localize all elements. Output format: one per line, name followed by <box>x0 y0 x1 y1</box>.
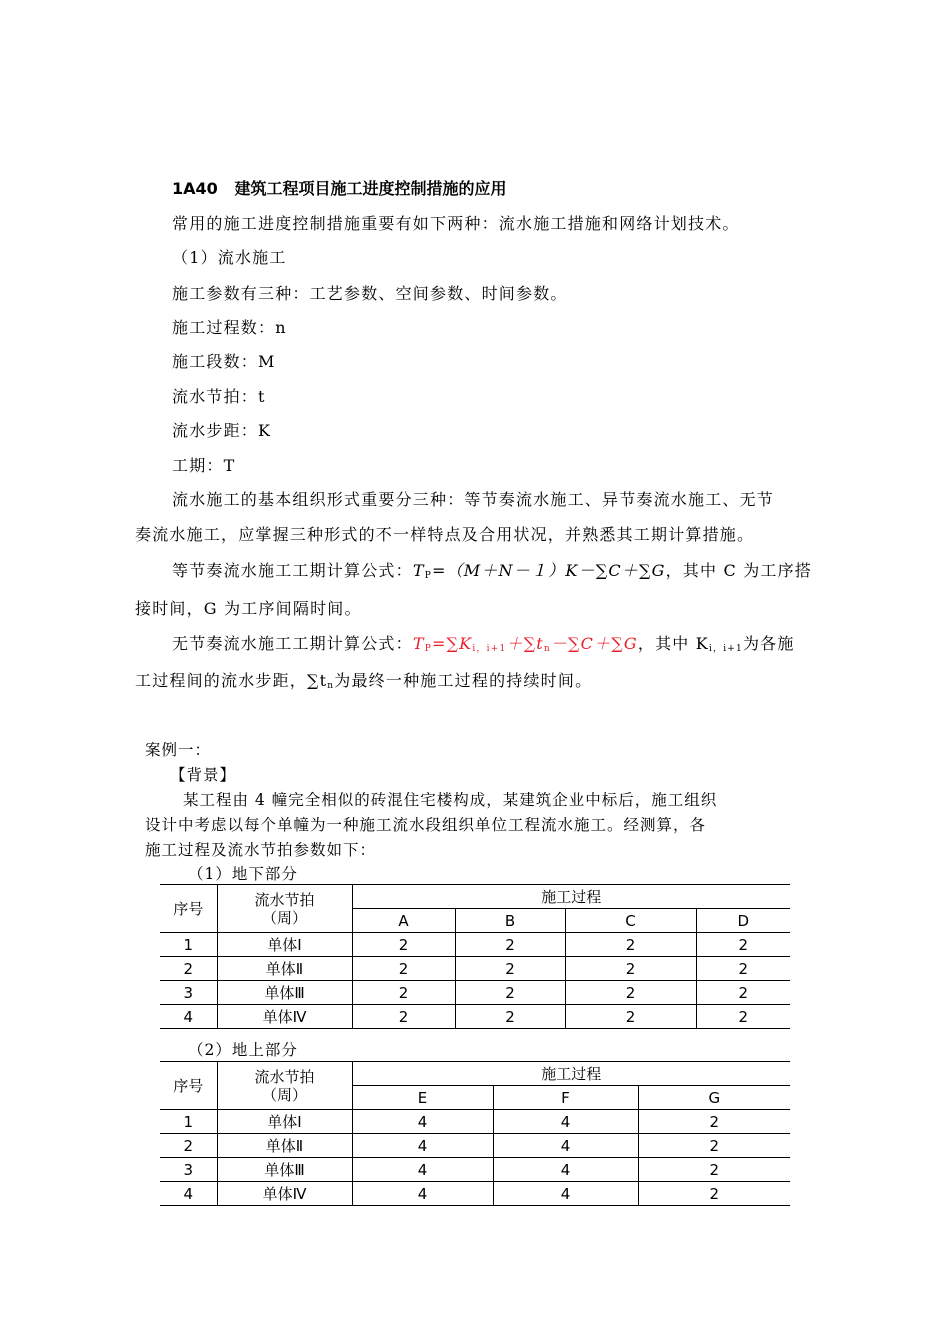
table2-cell: 4 <box>352 1110 493 1134</box>
table1-header-beat-line1: 流水节拍 <box>254 890 315 909</box>
table1-cell: 2 <box>696 981 790 1005</box>
param-t: 流水节拍：t <box>172 387 266 406</box>
table2-cell: 4 <box>493 1110 638 1134</box>
table1-unit: 单体Ⅱ <box>217 957 352 981</box>
table1-header-beat-line2: （周） <box>261 908 307 927</box>
equation-1-suffix: ，其中 C 为工序搭 <box>665 561 812 580</box>
table2-cell: 4 <box>352 1158 493 1182</box>
equation-2-suffix-a: ，其中 K <box>637 634 709 653</box>
table2-process-g: G <box>638 1086 790 1110</box>
table1-cell: 2 <box>455 933 565 957</box>
section-title-text: 建筑工程项目施工进度控制措施的应用 <box>234 179 507 198</box>
table1-cell: 2 <box>455 957 565 981</box>
table2-seq: 2 <box>160 1134 217 1158</box>
table1-process-c: C <box>565 909 696 933</box>
table2-header-process: 施工过程 <box>352 1062 790 1086</box>
table2-cell: 4 <box>493 1134 638 1158</box>
equation-2-sub-a: P <box>424 644 432 654</box>
table1-unit: 单体Ⅳ <box>217 1005 352 1029</box>
table1-cell: 2 <box>696 933 790 957</box>
case-line-3: 施工过程及流水节拍参数如下： <box>145 841 377 859</box>
table-row <box>160 1182 790 1206</box>
case-line-2: 设计中考虑以每个单幢为一种施工流水段组织单位工程流水施工。经测算，各 <box>145 816 707 834</box>
section-code: 1A40 <box>172 179 218 198</box>
equation-2-line-2-a: 工过程间的流水步距，∑t <box>135 671 328 690</box>
table1-header-seq: 序号 <box>160 885 217 933</box>
table2-seq: 3 <box>160 1158 217 1182</box>
case-heading: 案例一： <box>145 741 212 759</box>
equation-2-formula-a: T <box>412 634 425 653</box>
table1-process-a: A <box>352 909 455 933</box>
table1-seq: 2 <box>160 957 217 981</box>
param-m: 施工段数：M <box>172 352 276 371</box>
table2-unit: 单体Ⅱ <box>217 1134 352 1158</box>
table2-cell: 2 <box>638 1158 790 1182</box>
table2-process-e: E <box>352 1086 493 1110</box>
table2-cell: 4 <box>493 1182 638 1206</box>
subheading-flow-construction: （1）流水施工 <box>172 248 287 267</box>
case-background: 【背景】 <box>170 766 237 784</box>
table-row <box>160 1134 790 1158</box>
table2-seq: 4 <box>160 1182 217 1206</box>
table1-cell: 2 <box>565 1005 696 1029</box>
equation-2-suffix-sub: i，i+1 <box>708 644 743 654</box>
table1-cell: 2 <box>352 957 455 981</box>
table2-cell: 2 <box>638 1182 790 1206</box>
table1-cell: 2 <box>455 981 565 1005</box>
equation-2-line-2 <box>135 668 592 691</box>
table2-header-beat <box>217 1062 352 1110</box>
equation-2-formula-d: －∑C＋∑G <box>550 634 638 653</box>
table-row <box>160 933 790 957</box>
case-line-1: 某工程由 4 幢完全相似的砖混住宅楼构成，某建筑企业中标后，施工组织 <box>183 791 718 809</box>
table-row <box>160 981 790 1005</box>
forms-line-2: 奏流水施工，应掌握三种形式的不一样特点及合用状况，并熟悉其工期计算措施。 <box>135 525 755 544</box>
equation-2-formula-c: ＋∑t <box>506 634 544 653</box>
equation-1-line-2: 接时间，G 为工序间隔时间。 <box>135 599 362 618</box>
table1-cell: 2 <box>696 1005 790 1029</box>
table1-seq: 1 <box>160 933 217 957</box>
table-aboveground <box>160 1061 790 1206</box>
table2-unit: 单体Ⅲ <box>217 1158 352 1182</box>
table1-cell: 2 <box>352 981 455 1005</box>
table2-cell: 4 <box>352 1182 493 1206</box>
table2-cell: 4 <box>352 1134 493 1158</box>
intro-paragraph: 常用的施工进度控制措施重要有如下两种：流水施工措施和网络计划技术。 <box>172 214 740 233</box>
equation-1-prefix: 等节奏流水施工工期计算公式： <box>172 561 413 580</box>
param-n: 施工过程数：n <box>172 318 287 337</box>
equation-2-sub-b: i，i+1 <box>472 644 507 654</box>
case-part-1: （1）地下部分 <box>188 865 298 883</box>
equation-2-suffix-b: 为各施 <box>742 634 795 653</box>
table1-unit: 单体Ⅰ <box>217 933 352 957</box>
table2-cell: 2 <box>638 1110 790 1134</box>
table2-unit: 单体Ⅰ <box>217 1110 352 1134</box>
equation-2-prefix: 无节奏流水施工工期计算公式： <box>172 634 413 653</box>
equation-2-sub-c: n <box>543 644 551 654</box>
table1-seq: 4 <box>160 1005 217 1029</box>
table-row <box>160 1005 790 1029</box>
param-period: 工期：T <box>172 456 236 475</box>
table1-cell: 2 <box>565 957 696 981</box>
table1-cell: 2 <box>352 933 455 957</box>
table1-process-d: D <box>696 909 790 933</box>
table1-process-b: B <box>455 909 565 933</box>
case-part-2: （2）地上部分 <box>188 1041 298 1059</box>
param-k: 流水步距：K <box>172 421 272 440</box>
section-title <box>172 176 507 199</box>
table2-header-beat-line2: （周） <box>261 1085 307 1104</box>
table1-header-beat <box>217 885 352 933</box>
table1-cell: 2 <box>565 933 696 957</box>
forms-line-1: 流水施工的基本组织形式重要分三种：等节奏流水施工、异节奏流水施工、无节 <box>172 490 775 509</box>
table-row <box>160 1158 790 1182</box>
table1-unit: 单体Ⅲ <box>217 981 352 1005</box>
table-underground <box>160 884 790 1029</box>
equation-1-formula: =（M＋N－１）K－∑C＋∑G <box>431 561 666 580</box>
table2-process-f: F <box>493 1086 638 1110</box>
table1-cell: 2 <box>696 957 790 981</box>
table2-unit: 单体Ⅳ <box>217 1182 352 1206</box>
table1-header-process: 施工过程 <box>352 885 790 909</box>
equation-2-formula-b: =∑K <box>431 634 473 653</box>
table2-header-beat-line1: 流水节拍 <box>254 1067 315 1086</box>
table2-seq: 1 <box>160 1110 217 1134</box>
table1-seq: 3 <box>160 981 217 1005</box>
table1-cell: 2 <box>455 1005 565 1029</box>
params-paragraph: 施工参数有三种：工艺参数、空间参数、时间参数。 <box>172 284 568 303</box>
equation-1-formula-t: T <box>412 561 425 580</box>
equation-2-line-2-b: 为最终一种施工过程的持续时间。 <box>334 671 593 690</box>
table2-cell: 2 <box>638 1134 790 1158</box>
table1-cell: 2 <box>352 1005 455 1029</box>
equation-2-line-2-sub: n <box>327 681 335 691</box>
equation-1-formula-sub: P <box>424 571 432 581</box>
equation-1-line-1 <box>172 558 812 581</box>
table2-cell: 4 <box>493 1158 638 1182</box>
table1-cell: 2 <box>565 981 696 1005</box>
table-row <box>160 1110 790 1134</box>
table2-header-seq: 序号 <box>160 1062 217 1110</box>
equation-2-line-1 <box>172 631 795 654</box>
table-row <box>160 957 790 981</box>
